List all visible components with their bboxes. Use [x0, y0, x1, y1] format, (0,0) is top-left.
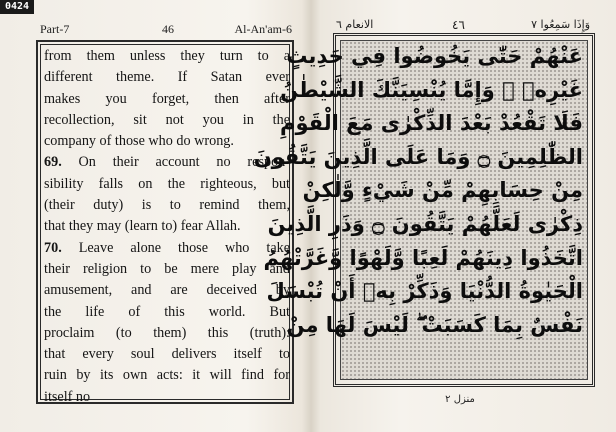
text-line-content: different theme. If Satan ever — [44, 69, 290, 86]
text-line-content: their religion to be mere play and — [44, 260, 290, 277]
right-page-header — [336, 18, 590, 34]
text-line-content: company of those who do wrong. — [44, 133, 234, 150]
manzil-footer: منزل ٢ — [445, 394, 475, 405]
text-line — [44, 261, 290, 282]
text-line — [44, 197, 290, 218]
text-line — [44, 69, 290, 90]
arabic-line: نَفْسٌ بِمَا كَسَبَتْ ۖ لَيْسَ لَهَا مِنْ — [286, 312, 583, 337]
text-line-content: Leave alone those who take — [78, 239, 291, 256]
arabic-line: اتَّخَذُوا دِينَهُمْ لَعِبًا وَّلَهْوًا وَّغَرَّتْهُمُ — [263, 245, 583, 270]
juz-name-arabic: وَإِذَا سَمِعُوا ٧ — [531, 18, 590, 31]
arabic-line: مِنْ حِسَابِهِمْ مِّنْ شَيْءٍ وَّلٰكِنْ — [302, 178, 583, 203]
sura-label: Al-An'am-6 — [234, 22, 292, 36]
text-line-content: proclaim (to them) this (truth): — [44, 324, 290, 341]
text-line-content: that every soul delivers itself to — [44, 346, 290, 363]
text-line — [44, 325, 290, 346]
text-line-content: the life of this world. But — [44, 303, 290, 320]
text-line-content: from them unless they turn to a — [44, 48, 290, 64]
text-line-content: that they may (learn to) fear Allah. — [44, 218, 241, 235]
part-label: Part-7 — [40, 22, 70, 36]
text-line-content: recollection, sit not you in the — [44, 111, 290, 128]
arabic-line: الْحَيٰوةُ الدُّنْيَا وَذَكِّرْ بِهٖ أَنْ تُبْسَلَ — [266, 279, 583, 304]
arabic-text — [253, 44, 583, 346]
arabic-line: غَيْرِهٖ ۚ وَإِمَّا يُنْسِيَنَّكَ الشَّيْطٰنُ — [280, 77, 583, 102]
arabic-line: عَنْهُمْ حَتّٰى يَخُوضُوا فِي حَدِيثٍ — [286, 44, 583, 68]
text-line — [44, 240, 290, 261]
arabic-line: ذِكْرٰى لَعَلَّهُمْ يَتَّقُونَ ۝ وَذَرِ الَّذِينَ — [267, 211, 583, 236]
text-line — [44, 367, 290, 388]
text-line-content: On their account no respon- — [78, 154, 290, 171]
text-line — [44, 389, 290, 410]
image-id-badge: 0424 — [0, 0, 34, 14]
arabic-line: الظّٰلِمِينَ ۝ وَمَا عَلَى الَّذِينَ يَتَّقُونَ — [253, 144, 583, 169]
text-line-content: amusement, and are deceived by — [44, 282, 290, 299]
translation-text — [44, 48, 290, 410]
text-line-content: sibility falls on the righteous, but — [44, 175, 290, 192]
text-line — [44, 304, 290, 325]
page-number: 46 — [162, 22, 174, 36]
text-line-content: makes you forget, then after — [44, 90, 290, 107]
text-line — [44, 218, 290, 239]
text-line — [44, 176, 290, 197]
text-line — [44, 346, 290, 367]
text-line — [44, 112, 290, 133]
verse-number: 70. — [44, 239, 62, 256]
page-number-arabic: ٤٦ — [452, 18, 465, 32]
text-line-content: itself no — [44, 388, 91, 405]
left-page-header — [40, 22, 292, 38]
text-line-content: ruin by its own acts: it will find for — [44, 367, 290, 384]
arabic-line: فَلَا تَقْعُدْ بَعْدَ الذِّكْرٰى مَعَ الْقَوْمِ — [280, 111, 583, 136]
text-line — [44, 48, 290, 69]
verse-number: 69. — [44, 154, 62, 171]
text-line — [44, 91, 290, 112]
text-line — [44, 282, 290, 303]
text-line-content: (their duty) is to remind them, — [44, 197, 290, 214]
sura-name-arabic: الانعام ٦ — [336, 18, 374, 31]
